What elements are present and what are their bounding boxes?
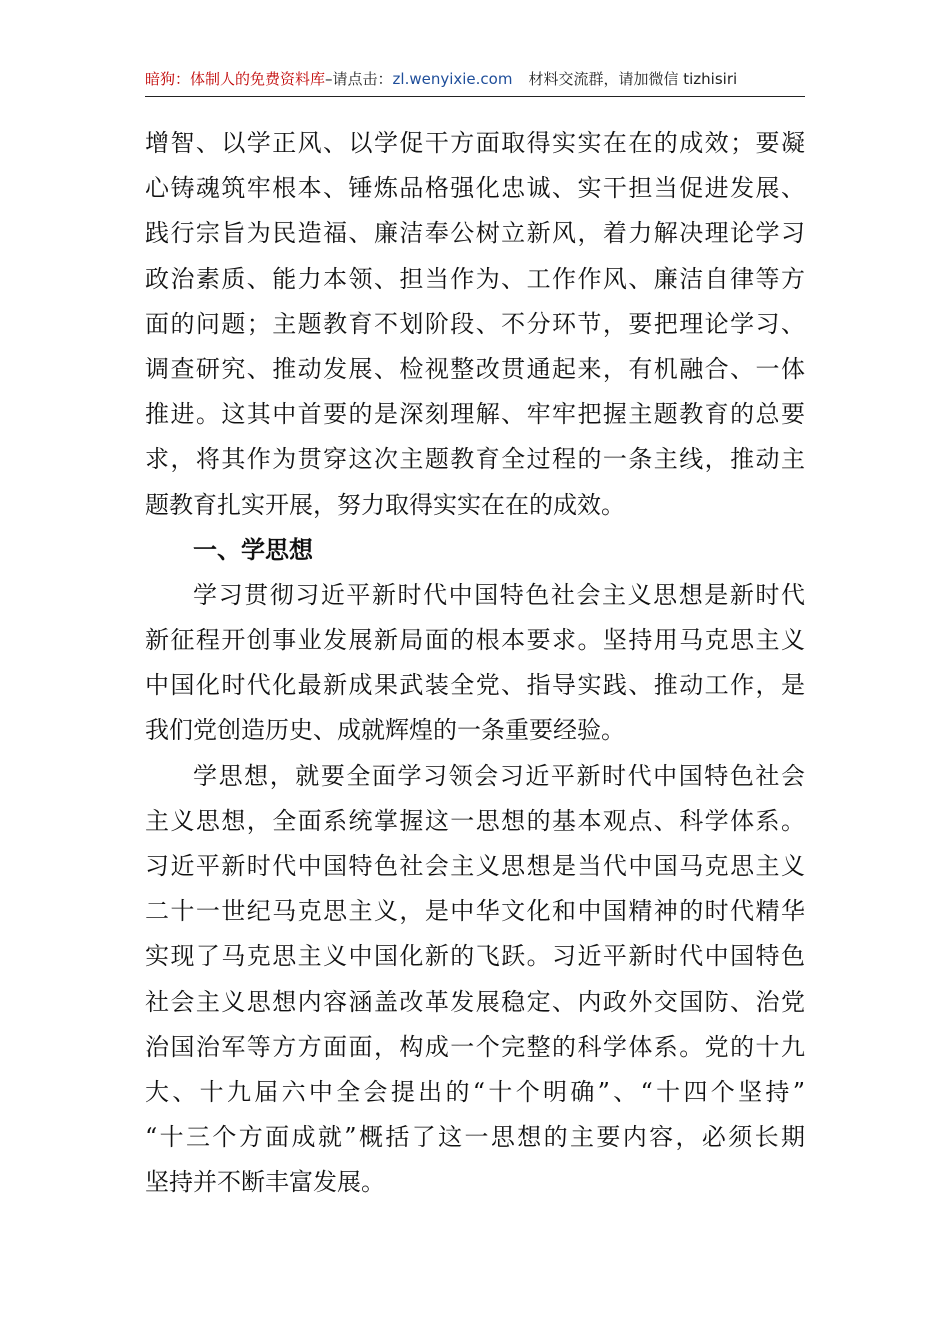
intro-line: 调查研究、推动发展、检视整改贯通起来，有机融合、一体	[145, 354, 805, 383]
paragraph-line: 实现了马克思主义中国化新的飞跃。习近平新时代中国特色	[145, 942, 805, 971]
intro-line: 题教育扎实开展，努力取得实实在在的成效。	[145, 490, 625, 519]
intro-line: 政治素质、能力本领、担当作为、工作作风、廉洁自律等方	[145, 264, 805, 293]
header-site-name: 暗狗：体制人的免费资料库	[145, 70, 326, 88]
paragraph-line: 学思想，就要全面学习领会习近平新时代中国特色社会	[193, 761, 805, 790]
intro-line: 增智、以学正风、以学促干方面取得实实在在的成效；要凝	[145, 129, 805, 157]
intro-line: 践行宗旨为民造福、廉洁奉公树立新风，着力解决理论学习	[145, 219, 805, 248]
intro-line: 推进。这其中首要的是深刻理解、牢牢把握主题教育的总要	[145, 400, 805, 429]
header-url-link[interactable]: zl.wenyixie.com	[392, 70, 513, 88]
page-header	[145, 66, 805, 97]
paragraph-line: 我们党创造历史、成就辉煌的一条重要经验。	[145, 716, 625, 745]
paragraph-line: 习近平新时代中国特色社会主义思想是当代中国马克思主义	[145, 852, 805, 880]
intro-line: 求，将其作为贯穿这次主题教育全过程的一条主线，推动主	[145, 445, 805, 474]
paragraph-line: 大、十九届六中全会提出的“十个明确”、“十四个坚持”	[145, 1077, 805, 1106]
header-wechat-note: 材料交流群，请加微信 tizhisiri	[528, 70, 738, 88]
header-click-prompt: –请点击：	[325, 70, 393, 88]
paragraph-1	[145, 573, 805, 754]
intro-line: 面的问题；主题教育不划阶段、不分环节，要把理论学习、	[145, 309, 805, 338]
intro-paragraph	[145, 121, 805, 528]
paragraph-2	[145, 754, 805, 1206]
paragraph-line: “十三个方面成就”概括了这一思想的主要内容，必须长期	[145, 1123, 805, 1152]
document-body	[145, 121, 805, 1206]
paragraph-line: 坚持并不断丰富发展。	[145, 1168, 385, 1197]
paragraph-line: 新征程开创事业发展新局面的根本要求。坚持用马克思主义	[145, 626, 805, 655]
paragraph-line: 中国化时代化最新成果武装全党、指导实践、推动工作，是	[145, 671, 805, 700]
paragraph-line: 主义思想，全面系统掌握这一思想的基本观点、科学体系。	[145, 806, 805, 835]
intro-line: 心铸魂筑牢根本、锤炼品格强化忠诚、实干担当促进发展、	[145, 174, 805, 203]
paragraph-line: 学习贯彻习近平新时代中国特色社会主义思想是新时代	[193, 580, 805, 609]
section-heading: 一、学思想	[193, 535, 313, 564]
paragraph-line: 二十一世纪马克思主义，是中华文化和中国精神的时代精华	[145, 897, 805, 926]
paragraph-line: 社会主义思想内容涵盖改革发展稳定、内政外交国防、治党	[145, 987, 805, 1016]
paragraph-line: 治国治军等方方面面，构成一个完整的科学体系。党的十九	[145, 1032, 805, 1061]
